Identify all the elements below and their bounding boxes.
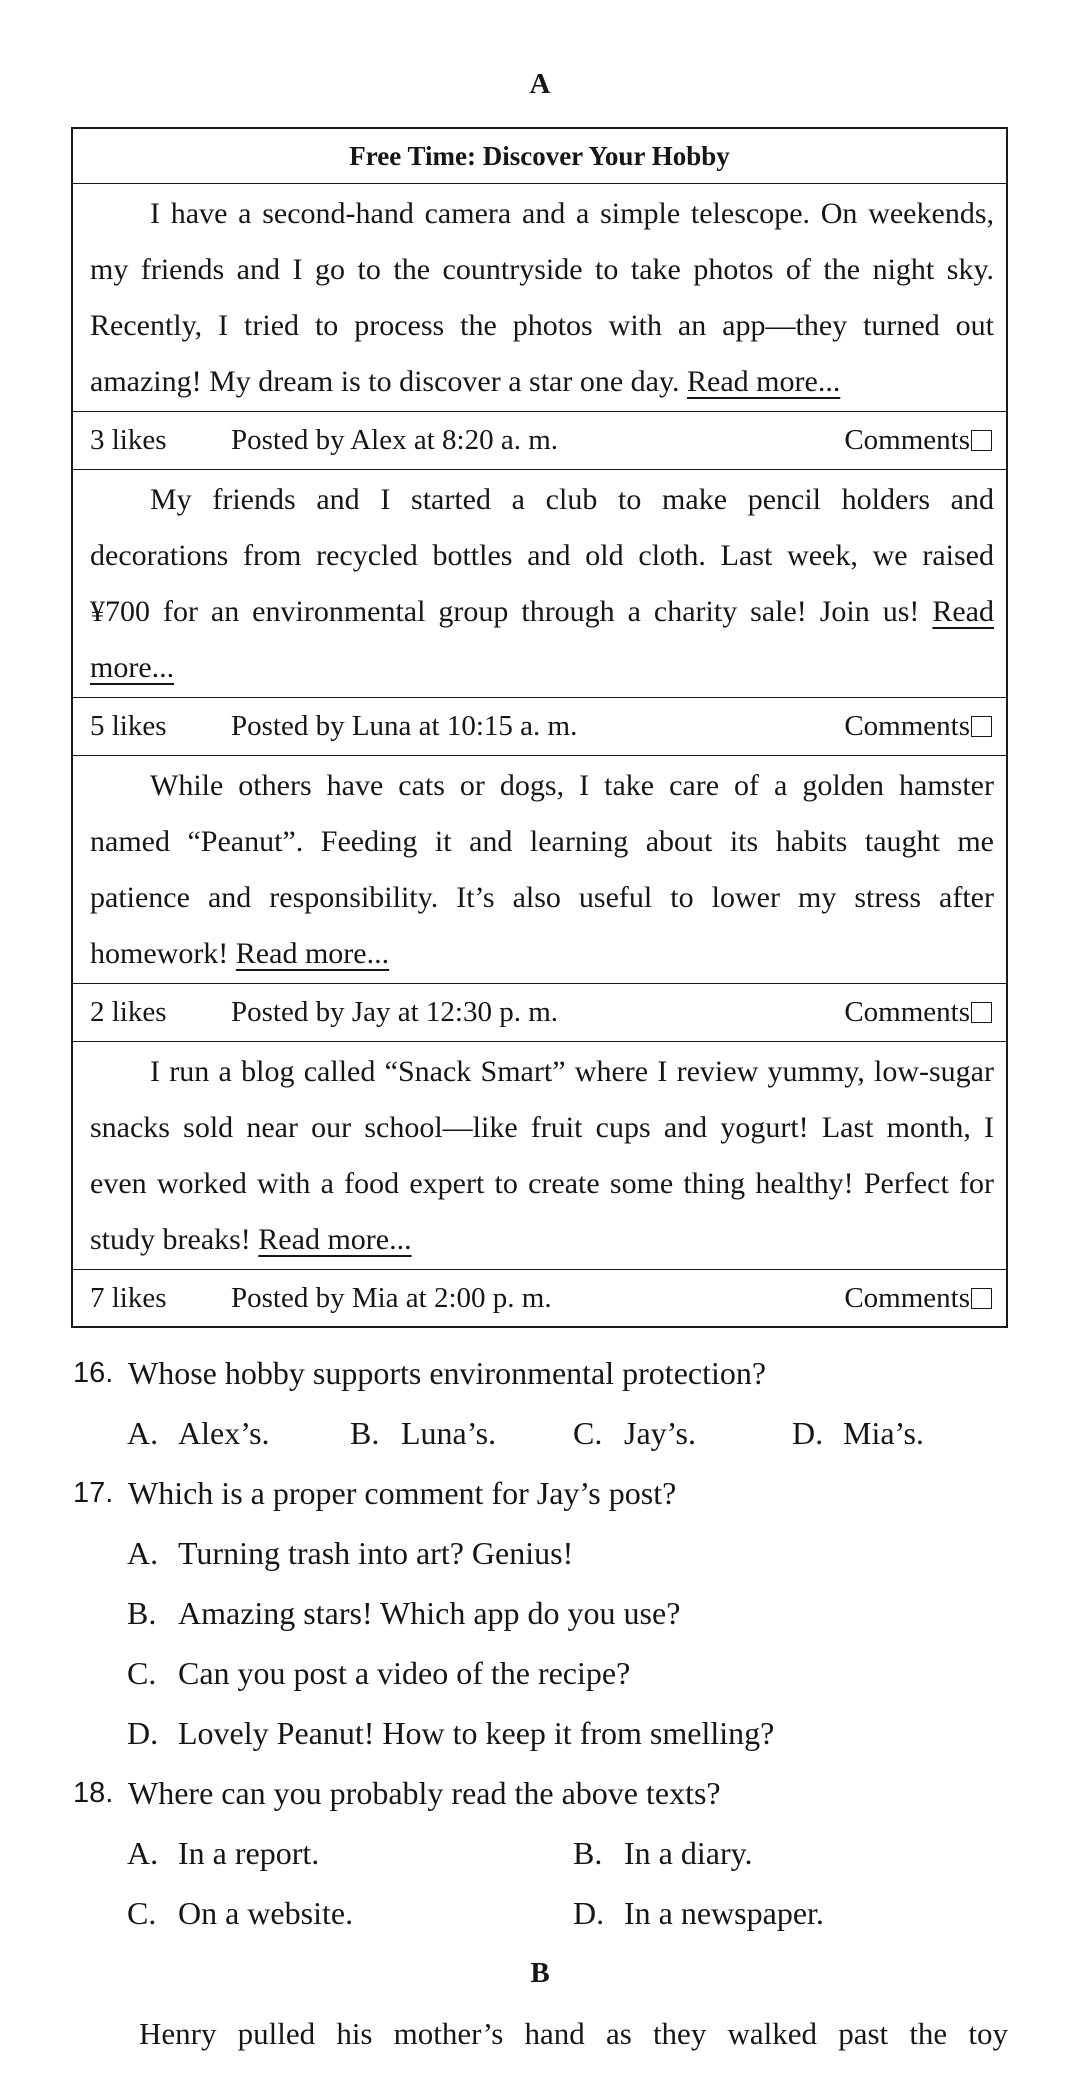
comments-label: Comments <box>844 996 970 1028</box>
comments-label: Comments <box>844 424 970 456</box>
read-more-link[interactable]: Read more... <box>258 1223 412 1256</box>
option-text: Mia’s. <box>843 1415 924 1451</box>
option-d <box>792 1403 924 1463</box>
question-18 <box>0 1763 1080 1823</box>
question-number: 17. <box>73 1477 114 1509</box>
question-17-option-b <box>0 1583 1080 1643</box>
comments-button[interactable] <box>844 424 992 457</box>
option-letter: C. <box>127 1655 157 1691</box>
option-letter: B. <box>350 1415 380 1451</box>
likes-count: 7 likes <box>90 1281 167 1314</box>
section-b-heading: B <box>530 1957 550 1989</box>
option-letter: D. <box>792 1415 824 1451</box>
option-c <box>127 1883 353 1943</box>
comments-button[interactable] <box>844 996 992 1029</box>
question-18-options-cd <box>0 1883 1080 1943</box>
checkbox-icon[interactable] <box>971 1002 992 1023</box>
comments-button[interactable] <box>844 710 992 743</box>
option-text: Lovely Peanut! How to keep it from smelling? <box>178 1715 775 1751</box>
likes-count: 3 likes <box>90 424 167 456</box>
post-meta-luna <box>73 698 1006 756</box>
option-text: Amazing stars! Which app do you use? <box>178 1595 681 1631</box>
question-17-option-a <box>0 1523 1080 1583</box>
option-a <box>127 1403 270 1463</box>
board-title: Free Time: Discover Your Hobby <box>73 129 1006 184</box>
option-c <box>127 1643 630 1703</box>
question-number: 18. <box>73 1777 114 1809</box>
option-letter: A. <box>127 1835 159 1871</box>
question-stem: Where can you probably read the above texts? <box>128 1775 721 1811</box>
question-number: 16. <box>73 1357 114 1389</box>
option-text: Luna’s. <box>401 1415 497 1451</box>
option-d <box>127 1703 774 1763</box>
section-b-paragraph: Henry pulled his mother’s hand as they walked past the toy <box>139 2016 1008 2051</box>
question-17 <box>0 1463 1080 1523</box>
option-letter: D. <box>127 1715 159 1751</box>
post-line <box>90 1212 994 1268</box>
post-line: decorations from recycled bottles and old cloth. Last week, we raised <box>90 539 994 572</box>
post-meta-mia <box>73 1270 1006 1326</box>
post-line: named “Peanut”. Feeding it and learning about its habits taught me <box>90 825 994 858</box>
posted-by: Posted by Luna at 10:15 a. m. <box>231 710 578 742</box>
section-a-heading: A <box>529 68 551 100</box>
read-more-link[interactable]: Read <box>932 595 994 628</box>
post-line: I run a blog called “Snack Smart” where I review yummy, low-sugar <box>150 1055 994 1088</box>
option-text: In a newspaper. <box>624 1895 824 1931</box>
comments-label: Comments <box>844 710 970 742</box>
question-16 <box>0 1343 1080 1403</box>
post-line <box>90 926 994 982</box>
hobby-board <box>71 127 1008 1328</box>
question-17-option-d <box>0 1703 1080 1763</box>
post-line-text: homework! <box>90 937 229 970</box>
post-meta-alex <box>73 412 1006 470</box>
post-line: I have a second-hand camera and a simple telescope. On weekends, <box>150 197 994 230</box>
question-17-option-c <box>0 1643 1080 1703</box>
likes-count: 5 likes <box>90 710 167 742</box>
option-text: Turning trash into art? Genius! <box>178 1535 574 1571</box>
option-a <box>127 1823 319 1883</box>
question-stem: Whose hobby supports environmental protection? <box>128 1355 767 1391</box>
post-mia <box>73 1042 1006 1270</box>
likes-count: 2 likes <box>90 996 167 1028</box>
checkbox-icon[interactable] <box>971 1288 992 1309</box>
option-c <box>573 1403 696 1463</box>
post-line: While others have cats or dogs, I take care of a golden hamster <box>150 769 994 802</box>
option-letter: A. <box>127 1415 159 1451</box>
posted-by: Posted by Jay at 12:30 p. m. <box>231 996 559 1028</box>
post-line: My friends and I started a club to make pencil holders and <box>150 483 994 516</box>
posted-by: Posted by Mia at 2:00 p. m. <box>231 1281 552 1314</box>
option-text: Alex’s. <box>178 1415 270 1451</box>
option-text: Jay’s. <box>624 1415 696 1451</box>
option-b <box>127 1583 680 1643</box>
read-more-link[interactable]: more... <box>90 651 175 684</box>
post-line-text: amazing! My dream is to discover a star one day. <box>90 365 680 398</box>
option-letter: B. <box>127 1595 157 1631</box>
post-alex <box>73 184 1006 412</box>
option-letter: A. <box>127 1535 159 1571</box>
option-text: Can you post a video of the recipe? <box>178 1655 631 1691</box>
post-meta-jay <box>73 984 1006 1042</box>
post-line: patience and responsibility. It’s also useful to lower my stress after <box>90 881 994 914</box>
post-jay <box>73 756 1006 984</box>
post-line-text: study breaks! <box>90 1223 251 1256</box>
option-b <box>573 1823 753 1883</box>
posted-by: Posted by Alex at 8:20 a. m. <box>231 424 559 456</box>
option-text: In a diary. <box>624 1835 753 1871</box>
question-16-options <box>0 1403 1080 1463</box>
question-stem: Which is a proper comment for Jay’s post? <box>128 1475 677 1511</box>
option-text: In a report. <box>178 1835 320 1871</box>
post-line <box>90 354 994 410</box>
post-line <box>90 584 994 640</box>
option-d <box>573 1883 824 1943</box>
post-line: snacks sold near our school—like fruit cups and yogurt! Last month, I <box>90 1111 994 1144</box>
questions-section <box>0 1343 1080 2064</box>
option-text: On a website. <box>178 1895 354 1931</box>
comments-label: Comments <box>844 1281 970 1314</box>
read-more-link[interactable]: Read more... <box>235 937 390 970</box>
option-letter: C. <box>573 1415 603 1451</box>
option-b <box>350 1403 496 1463</box>
option-letter: D. <box>573 1895 605 1931</box>
option-a <box>127 1523 573 1583</box>
question-18-options-ab <box>0 1823 1080 1883</box>
post-line: Recently, I tried to process the photos with an app—they turned out <box>90 309 994 342</box>
option-letter: C. <box>127 1895 157 1931</box>
read-more-link[interactable]: Read more... <box>687 365 841 398</box>
post-line: my friends and I go to the countryside to take photos of the night sky. <box>90 253 994 286</box>
checkbox-icon[interactable] <box>971 716 992 737</box>
post-line: even worked with a food expert to create some thing healthy! Perfect for <box>90 1167 994 1200</box>
post-line-text: ¥700 for an environmental group through a charity sale! Join us! <box>90 595 920 628</box>
checkbox-icon[interactable] <box>971 430 992 451</box>
option-letter: B. <box>573 1835 603 1871</box>
post-line <box>90 640 994 696</box>
post-luna <box>73 470 1006 698</box>
comments-button[interactable] <box>844 1282 992 1315</box>
